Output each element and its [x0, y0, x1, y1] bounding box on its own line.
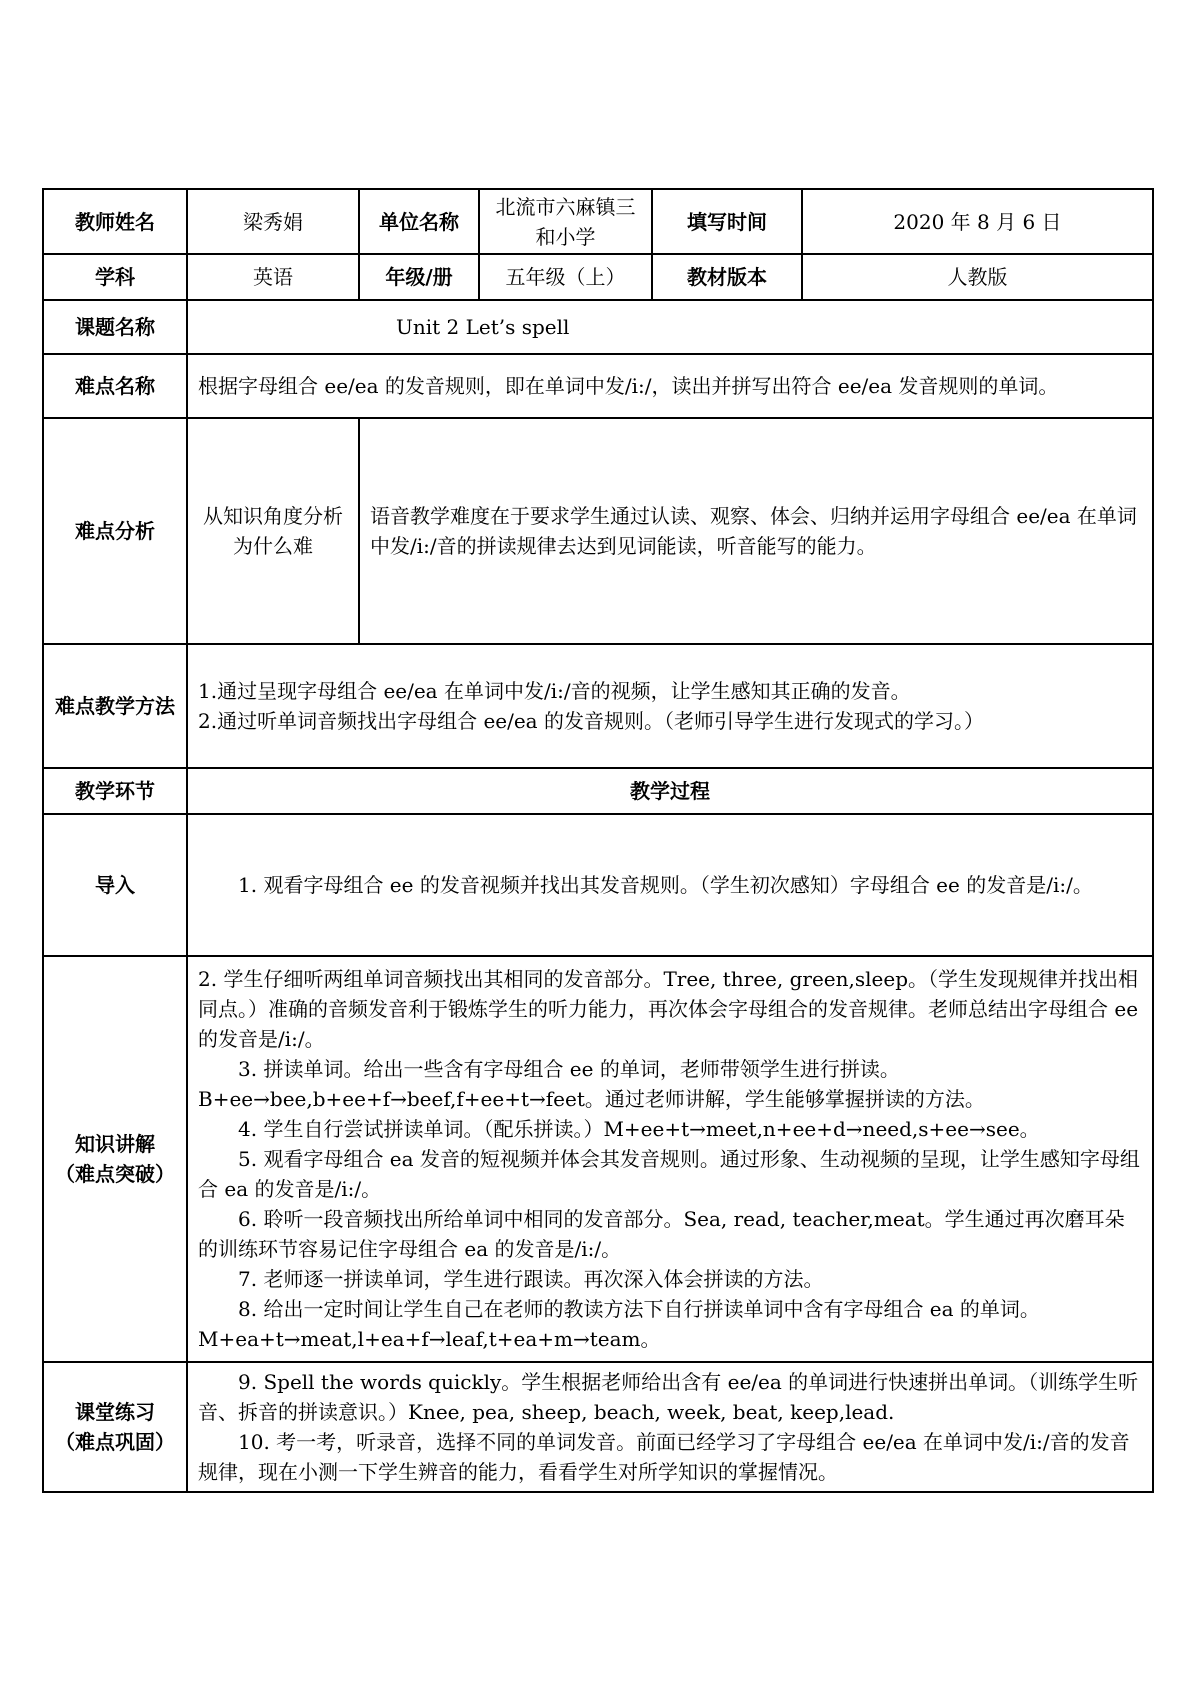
- practice-label-line2: （难点巩固）: [55, 1430, 175, 1454]
- date-value: 2020 年 8 月 6 日: [802, 189, 1153, 254]
- practice-label: [43, 1362, 187, 1492]
- date-label: 填写时间: [652, 189, 802, 254]
- edition-label: 教材版本: [652, 254, 802, 300]
- unit-label: 单位名称: [359, 189, 479, 254]
- topic-label: 课题名称: [43, 300, 187, 354]
- knowledge-label: [43, 956, 187, 1362]
- method-row: [43, 644, 1153, 768]
- analysis-value: 语音教学难度在于要求学生通过认读、观察、体会、归纳并运用字母组合 ee/ea 在单词中发/i:/音的拼读规律去达到见词能读，听音能写的能力。: [359, 418, 1153, 644]
- knowledge-paragraph: 5. 观看字母组合 ea 发音的短视频并体会其发音规则。通过形象、生动视频的呈现，让学生感知字母组合 ea 的发音是/i:/。: [198, 1147, 1140, 1201]
- method-line: 2.通过听单词音频找出字母组合 ee/ea 的发音规则。（老师引导学生进行发现式的学习。）: [198, 709, 984, 733]
- intro-row: [43, 814, 1153, 956]
- practice-paragraph: 10. 考一考，听录音，选择不同的单词发音。前面已经学习了字母组合 ee/ea 在单词中发/i:/音的发音规律，现在小测一下学生辨音的能力，看看学生对所学知识的掌握情况。: [198, 1430, 1130, 1484]
- analysis-label: 难点分析: [43, 418, 187, 644]
- practice-label-line1: 课堂练习: [75, 1400, 155, 1424]
- intro-content: [187, 814, 1153, 956]
- knowledge-row: [43, 956, 1153, 1362]
- process-header-row: [43, 768, 1153, 814]
- difficulty-value: 根据字母组合 ee/ea 的发音规则，即在单词中发/i:/，读出并拼写出符合 ee/ea 发音规则的单词。: [187, 354, 1153, 418]
- difficulty-row: [43, 354, 1153, 418]
- analysis-row: [43, 418, 1153, 644]
- practice-row: [43, 1362, 1153, 1492]
- practice-paragraph: 9. Spell the words quickly。学生根据老师给出含有 ee/ea 的单词进行快速拼出单词。（训练学生听音、拆音的拼读意识。）Knee, pea, sheep, beach, week, beat, keep,lead.: [198, 1370, 1139, 1424]
- unit-value: 北流市六麻镇三和小学: [479, 189, 652, 254]
- knowledge-paragraph: 3. 拼读单词。给出一些含有字母组合 ee 的单词，老师带领学生进行拼读。B+ee→bee,b+ee+f→beef,f+ee+t→feet。通过老师讲解，学生能够掌握拼读的方法。: [198, 1057, 985, 1111]
- knowledge-content: [187, 956, 1153, 1362]
- intro-text: 1. 观看字母组合 ee 的发音视频并找出其发音规则。（学生初次感知）字母组合 ee 的发音是/i:/。: [238, 873, 1093, 897]
- edition-value: 人教版: [802, 254, 1153, 300]
- topic-row: [43, 300, 1153, 354]
- analysis-sub-label: 从知识角度分析为什么难: [187, 418, 359, 644]
- practice-content: [187, 1362, 1153, 1492]
- knowledge-label-line1: 知识讲解: [75, 1132, 155, 1156]
- grade-label: 年级/册: [359, 254, 479, 300]
- intro-label: 导入: [43, 814, 187, 956]
- header-row-1: [43, 189, 1153, 254]
- header-row-2: [43, 254, 1153, 300]
- knowledge-paragraph: 6. 聆听一段音频找出所给单词中相同的发音部分。Sea, read, teacher,meat。学生通过再次磨耳朵的训练环节容易记住字母组合 ea 的发音是/i:/。: [198, 1207, 1125, 1261]
- topic-value: Unit 2 Let’s spell: [187, 300, 1153, 354]
- process-header-left: 教学环节: [43, 768, 187, 814]
- knowledge-paragraph: 2. 学生仔细听两组单词音频找出其相同的发音部分。Tree, three, green,sleep。（学生发现规律并找出相同点。）准确的音频发音利于锻炼学生的听力能力，再次体会字母组合的发音规律。老师总结出字母组合 ee 的发音是/i:/。: [198, 967, 1139, 1051]
- subject-label: 学科: [43, 254, 187, 300]
- method-label: 难点教学方法: [43, 644, 187, 768]
- method-line: 1.通过呈现字母组合 ee/ea 在单词中发/i:/音的视频，让学生感知其正确的发音。: [198, 679, 911, 703]
- knowledge-paragraph: 8. 给出一定时间让学生自己在老师的教读方法下自行拼读单词中含有字母组合 ea 的单词。M+ea+t→meat,l+ea+f→leaf,t+ea+m→team。: [198, 1297, 1040, 1351]
- subject-value: 英语: [187, 254, 359, 300]
- knowledge-label-line2: （难点突破）: [55, 1162, 175, 1186]
- grade-value: 五年级（上）: [479, 254, 652, 300]
- lesson-plan-table: [42, 188, 1154, 1493]
- process-header-right: 教学过程: [187, 768, 1153, 814]
- teacher-value: 梁秀娟: [187, 189, 359, 254]
- knowledge-paragraph: 7. 老师逐一拼读单词，学生进行跟读。再次深入体会拼读的方法。: [238, 1267, 824, 1291]
- method-content: [187, 644, 1153, 768]
- difficulty-label: 难点名称: [43, 354, 187, 418]
- knowledge-paragraph: 4. 学生自行尝试拼读单词。（配乐拼读。）M+ee+t→meet,n+ee+d→need,s+ee→see。: [238, 1117, 1040, 1141]
- teacher-label: 教师姓名: [43, 189, 187, 254]
